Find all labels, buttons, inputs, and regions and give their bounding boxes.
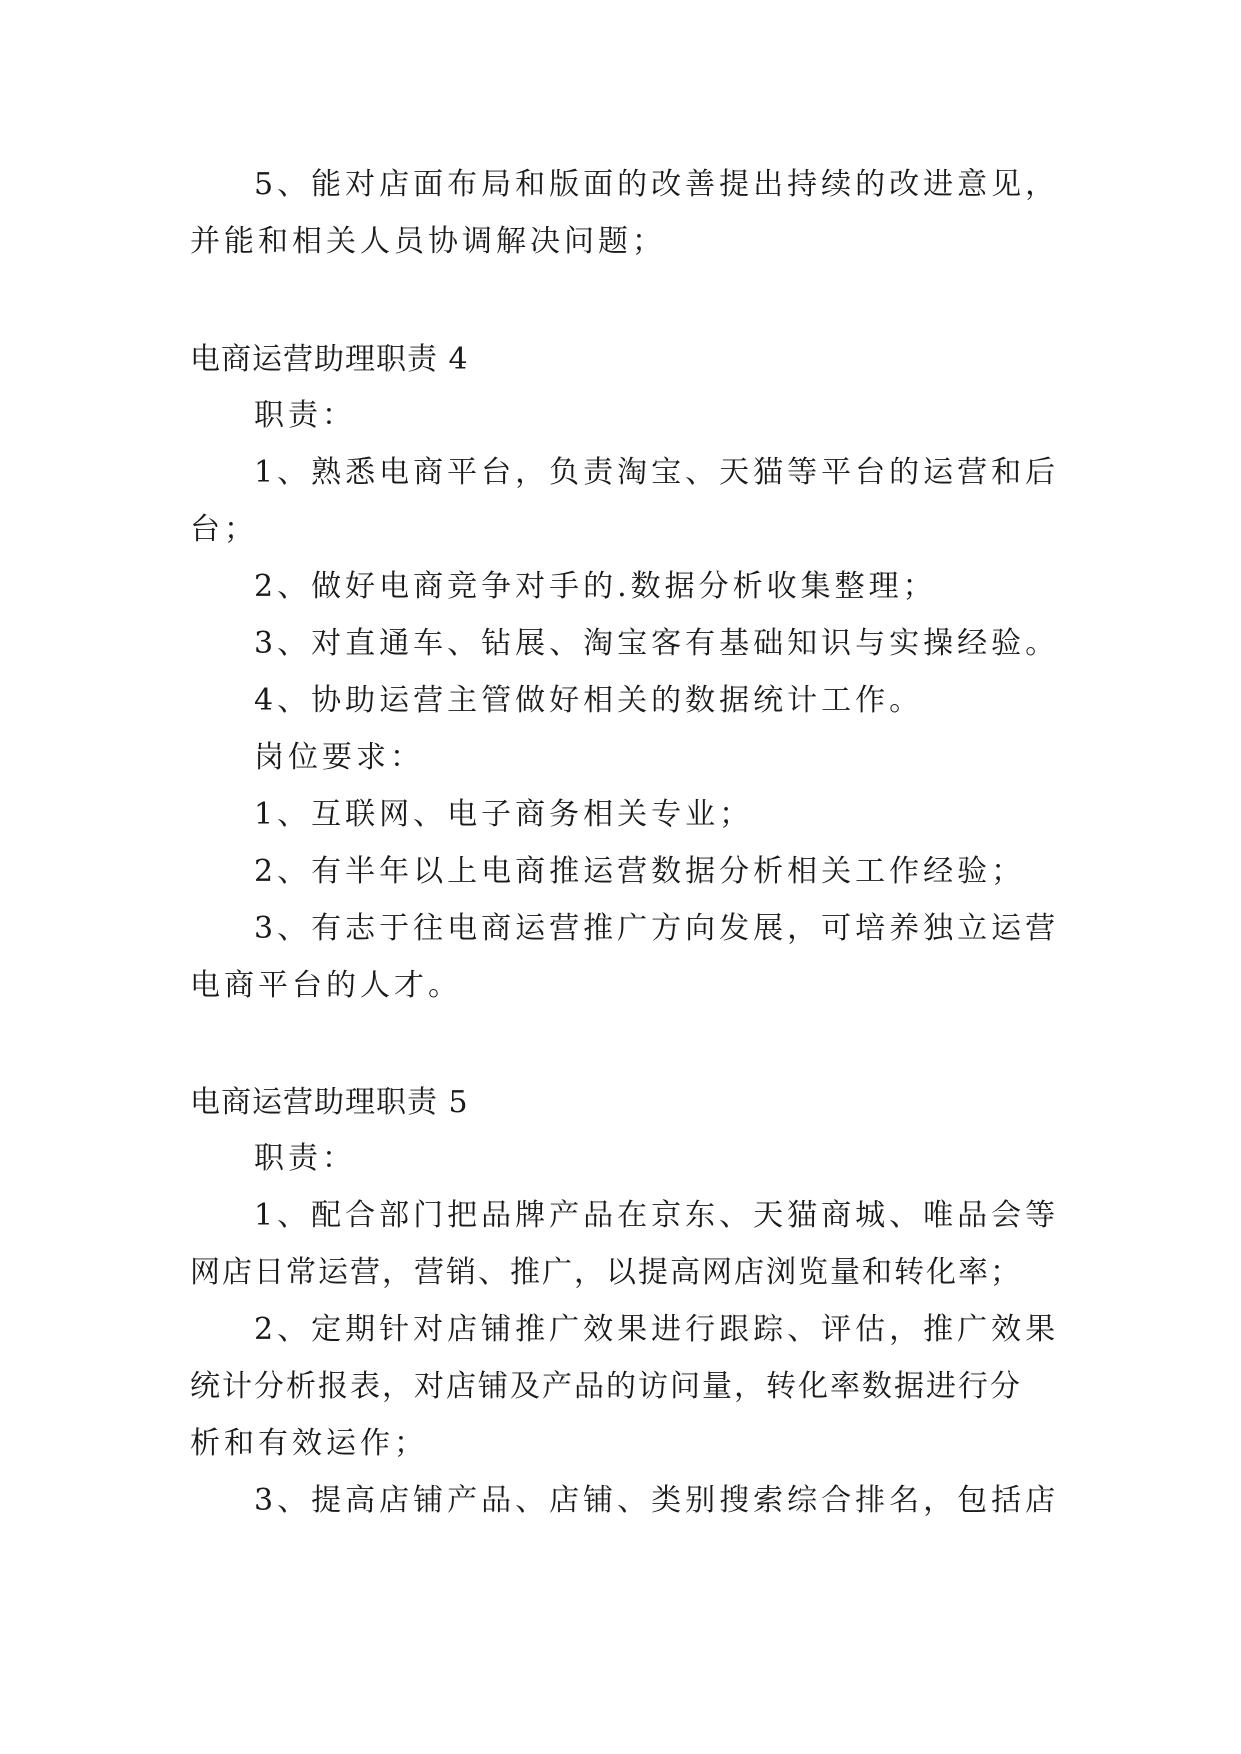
prev-item-5-line-1: 5、能对店面布局和版面的改善提出持续的改进意见， xyxy=(254,167,1060,202)
section-4-req-1: 1、互联网、电子商务相关专业； xyxy=(254,797,754,832)
section-5-duty-2-line-2: 统计分析报表，对店铺及产品的访问量，转化率数据进行分 xyxy=(190,1369,1022,1404)
section-4-duty-1-line-1: 1、熟悉电商平台，负责淘宝、天猫等平台的运营和后 xyxy=(254,455,1060,490)
section-5-duty-1-line-2: 网店日常运营，营销、推广，以提高网店浏览量和转化率； xyxy=(190,1255,1022,1290)
section-4-heading: 电商运营助理职责 4 xyxy=(190,342,469,377)
section-5-heading: 电商运营助理职责 5 xyxy=(190,1085,469,1120)
section-4-requirements-label: 岗位要求： xyxy=(254,740,424,775)
section-5-duty-3-line-1: 3、提高店铺产品、店铺、类别搜索综合排名，包括店 xyxy=(254,1483,1060,1518)
section-5-duty-1-line-1: 1、配合部门把品牌产品在京东、天猫商城、唯品会等 xyxy=(254,1198,1060,1233)
section-4-duty-3: 3、对直通车、钻展、淘宝客有基础知识与实操经验。 xyxy=(254,626,1060,661)
section-4-req-2: 2、有半年以上电商推运营数据分析相关工作经验； xyxy=(254,854,1026,889)
section-4-duty-2: 2、做好电商竞争对手的.数据分析收集整理； xyxy=(254,569,937,604)
section-4-duty-4: 4、协助运营主管做好相关的数据统计工作。 xyxy=(254,683,924,718)
section-5-duties-label: 职责： xyxy=(254,1141,356,1176)
prev-item-5-line-2: 并能和相关人员协调解决问题； xyxy=(190,224,666,259)
section-5-duty-2-line-3: 析和有效运作； xyxy=(190,1426,428,1461)
section-4-req-3-line-1: 3、有志于往电商运营推广方向发展，可培养独立运营 xyxy=(254,911,1060,946)
section-4-duties-label: 职责： xyxy=(254,398,356,433)
section-4-req-3-line-2: 电商平台的人才。 xyxy=(190,968,462,1003)
section-5-duty-2-line-1: 2、定期针对店铺推广效果进行跟踪、评估，推广效果 xyxy=(254,1312,1060,1347)
section-4-duty-1-line-2: 台； xyxy=(190,512,258,547)
